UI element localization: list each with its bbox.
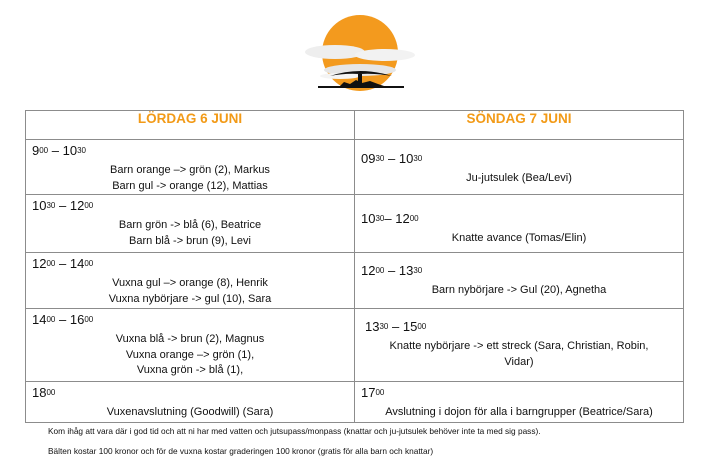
- table-row: [26, 253, 684, 309]
- activity: Barn blå -> brun (9), Levi: [129, 234, 251, 247]
- activity: Vuxna nybörjare -> gul (10), Sara: [108, 292, 272, 305]
- schedule-table: [25, 110, 684, 423]
- day-header-row: [26, 111, 684, 140]
- activity-list: [26, 332, 354, 379]
- activity: Barn orange –> grön (2), Markus: [110, 164, 270, 176]
- activity-list: [355, 283, 683, 299]
- activity-list: [355, 171, 683, 187]
- saturday-header: LÖRDAG 6 JUNI: [26, 111, 355, 140]
- table-row: [26, 140, 684, 195]
- time-range: $10^{30} - 12^{00}$: [32, 198, 94, 213]
- time-range: $12^{00} - 14^{00}$: [32, 256, 94, 271]
- activity: Barn gul -> orange (12), Mattias: [112, 179, 268, 192]
- activity-list: [355, 405, 683, 421]
- activity-list: [26, 218, 354, 249]
- time-range: $14^{00} - 16^{00}$: [32, 312, 94, 327]
- saturday-slot: [26, 309, 355, 382]
- sunday-slot: [355, 253, 684, 309]
- note-reminder: Kom ihåg att vara där i god tid och att ni har med vatten och jutsupass/monpass (knattar och ju-jutsulek behöver inte ta med sig pass).: [48, 426, 541, 436]
- table-row: [26, 195, 684, 253]
- saturday-slot: [26, 253, 355, 309]
- sunday-slot: [355, 195, 684, 253]
- activity: Vuxna grön -> blå (1),: [136, 364, 244, 376]
- activity: Avslutning i dojon för alla i barngrupper (Beatrice/Sara): [385, 406, 653, 418]
- sunset-logo: [300, 8, 420, 98]
- sunday-slot: [355, 309, 684, 382]
- activity-list: [26, 276, 354, 307]
- activity: Vidar): [504, 355, 534, 368]
- time-range: $10^{30}-$ $12^{00}$: [361, 211, 419, 226]
- activity: Vuxenavslutning (Goodwill) (Sara): [106, 406, 274, 418]
- time-range: $12^{00} - 13^{30}$: [361, 263, 423, 278]
- sunday-slot: [355, 382, 684, 423]
- activity: Vuxna gul –> orange (8), Henrik: [112, 277, 268, 289]
- activity: Vuxna blå -> brun (2), Magnus: [115, 333, 265, 345]
- saturday-slot: [26, 382, 355, 423]
- activity: Barn grön -> blå (6), Beatrice: [118, 219, 262, 231]
- time-range: $18^{00}$: [32, 385, 56, 400]
- activity: Ju-jutsulek (Bea/Levi): [466, 172, 572, 184]
- time-range: $13^{30} - 15^{00}$: [365, 319, 427, 334]
- note-prices: Bälten kostar 100 kronor och för de vuxna kostar graderingen 100 kronor (gratis för alla barn och knattar): [48, 446, 434, 456]
- activity: Vuxna orange –> grön (1),: [125, 348, 255, 361]
- sunday-header: SÖNDAG 7 JUNI: [355, 111, 684, 140]
- saturday-slot: [26, 195, 355, 253]
- time-range: $17^{00}$: [361, 385, 385, 400]
- activity: Knatte avance (Tomas/Elin): [451, 232, 587, 244]
- time-range: $9^{00} - 10^{30}$: [32, 143, 86, 158]
- activity-list: [26, 163, 354, 194]
- activity-list: [26, 405, 354, 421]
- sunday-slot: [355, 140, 684, 195]
- activity-list: [355, 231, 683, 247]
- activity: Knatte nybörjare -> ett streck (Sara, Christian, Robin,: [389, 340, 649, 352]
- table-row: [26, 382, 684, 423]
- saturday-slot: [26, 140, 355, 195]
- time-range: $09^{30} - 10^{30}$: [361, 151, 423, 166]
- table-row: [26, 309, 684, 382]
- activity: Barn nybörjare -> Gul (20), Agnetha: [431, 284, 607, 296]
- activity-list: [355, 339, 683, 370]
